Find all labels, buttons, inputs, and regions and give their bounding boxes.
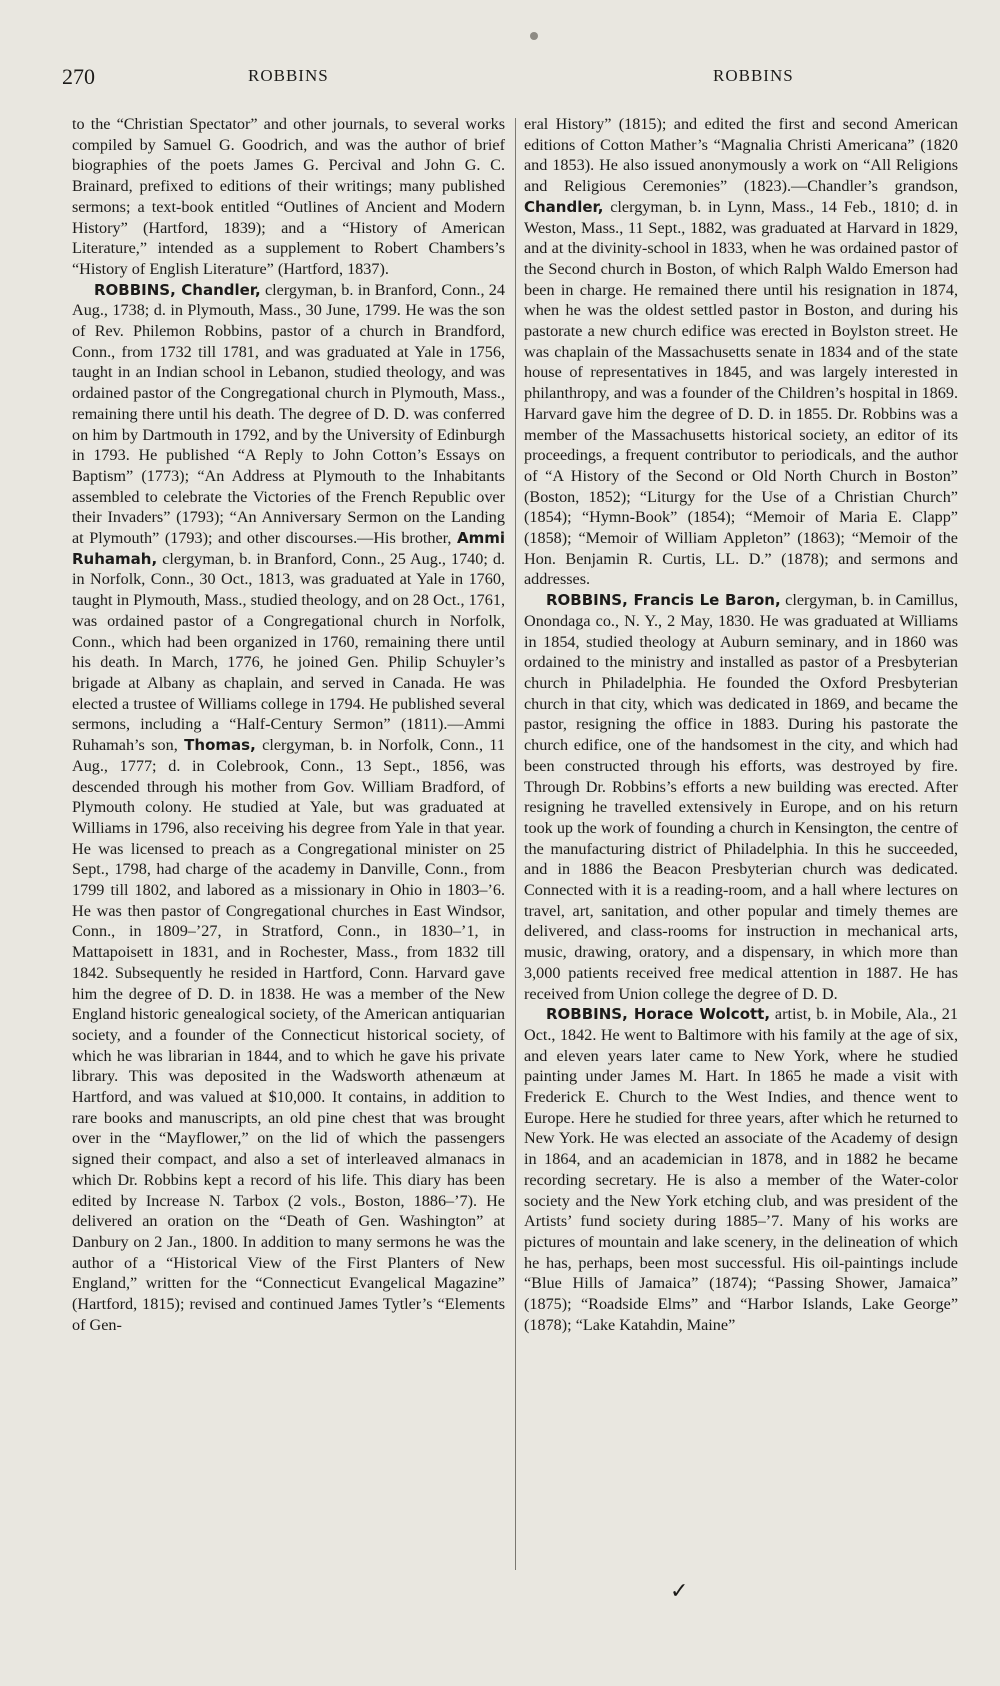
entry-subname: Thomas, [184,736,256,755]
entry-text: clergyman, b. in Branford, Conn., 25 Aug., 1740; d. in Norfolk, Conn., 30 Oct., 1813, was graduated at Yale in 1760, taught in Plymouth, Mass., studied theology, and on 28 Oct., 1761, was ordained pastor of a Congregational church in Norfolk, Conn., which had been organized in 1760, remaining there until his death. In March, 1776, he joined Gen. Philip Schuyler’s brigade at Albany as chaplain, and served in Canada. He was elected a trustee of Williams college in 1794. He published several sermons, including a “Half-Century Sermon” (1811).—Ammi Ruhamah’s son, [72,549,505,755]
entry-continuation: to the “Christian Spectator” and other journals, to several works compiled by Samuel G. Goodrich, and was the author of brief biographies of the poets James G. Percival and John G. C. Brainard, prefixed to editions of their writings; many published sermons; a text-book entitled “Outlines of Ancient and Modern History” (Hartford, 1839); and a “History of American Literature,” intended as a supplement to Robert Chambers’s “History of English Literature” (Hartford, 1837). [72,115,505,278]
running-head-left: ROBBINS [248,66,329,85]
entry-text: eral History” (1815); and edited the first and second American editions of Cotton Mather’s “Magnalia Christi Americana” (1820 and 1853). He also issued anonymously a work on “All Religions and Religious Ceremonies” (1823).—Chandler’s grandson, [524,115,958,196]
running-head-right: ROBBINS [713,66,794,85]
paper-speck [530,32,538,40]
page-header [60,64,940,94]
entry-text: clergyman, b. in Norfolk, Conn., 11 Aug., 1777; d. in Colebrook, Conn., 13 Sept., 1856, was descended through his mother from Gov. William Bradford, of Plymouth colony. He studied at Yale, but was graduated at Williams in 1796, also receiving his degree from Yale in that year. He was licensed to preach as a Congregational minister on 25 Sept., 1798, had charge of the academy in Danville, Conn., from 1799 till 1802, and labored as a missionary in Ohio in 1803–’6. He was then pastor of Congregational churches in East Windsor, Conn., in 1809–’27, in Stratford, Conn., in 1830–’1, in Mattapoisett in 1831, and in Rochester, Mass., from 1832 till 1842. Subsequently he resided in Hartford, Conn. Harvard gave him the degree of D. D. in 1838. He was a member of the New England historic genealogical society, of the American antiquarian society, and a founder of the Connecticut historical society, of which he was librarian in 1844, and to which he gave his private library. This was deposited in the Wadsworth athenæum at Hartford, and was valued at $10,000. It contains, in addition to rare books and manuscripts, an old pine chest that was brought over in the “Mayflower,” on the lid of which the passengers signed their compact, and also a set of interleaved almanacs in which Dr. Robbins kept a record of his life. This diary has been edited by Increase N. Tarbox (2 vols., Boston, 1886–’7). He delivered an oration on the “Death of Gen. Washington” at Danbury on 2 Jan., 1800. In addition to many sermons he was the author of a “Historical View of the First Planters of New England,” written for the “Connecticut Evangelical Magazine” (Hartford, 1815); revised and continued James Tytler’s “Elements of Gen- [72,736,506,1334]
entry-headword: ROBBINS, Chandler, [94,280,261,299]
entry-text: clergyman, b. in Camillus, Onondaga co., N. Y., 2 May, 1830. He was graduated at Williams in 1854, studied theology at Auburn seminary, and in 1860 was ordained to the ministry and installed as pastor of a Presbyterian church in Philadelphia. He founded the Oxford Presbyterian church in that city, which was dedicated in 1869, and became the pastor, resigning the office in 1883. During his pastorate the church edifice, one of the handsomest in the city, and which had been constructed through his efforts, was destroyed by fire. Through Dr. Robbins’s efforts a new building was erected. After resigning he travelled extensively in Europe, and on his return took up the work of founding a church in Kensington, the centre of the manufacturing district of Philadelphia. In this he succeeded, and in 1886 the Beacon Presbyterian church was dedicated. Connected with it is a reading-room, and a hall where lectures on travel, art, sanitation, and other popular and timely themes are delivered, and class-rooms for instruction in mechanical arts, music, drawing, oratory, and a dispensary, in which more than 3,000 patients received free medical attention in 1887. He has received from Union college the degree of D. D. [524,591,958,1003]
page-number: 270 [62,64,95,89]
entry-robbins-horace [524,1004,958,1335]
left-column [72,114,505,1335]
column-divider [515,118,516,1570]
entry-headword: ROBBINS, Francis Le Baron, [546,591,781,610]
entry-subname: Chandler, [524,197,604,216]
footer-check-mark: ✓ [670,1578,689,1603]
entry-continuation [524,114,958,590]
entry-robbins-francis [524,590,958,1004]
entry-text: clergyman, b. in Branford, Conn., 24 Aug., 1738; d. in Plymouth, Mass., 30 June, 1799. He was the son of Rev. Philemon Robbins, pastor of a church in Brandford, Conn., from 1732 till 1781, and was graduated at Yale in 1756, taught in an Indian school in Lebanon, studied theology, and was ordained pastor of the Congregational church in Plymouth, Mass., remaining there until his death. The degree of D. D. was conferred on him by Dartmouth in 1792, and by the University of Edinburgh in 1793. He published “A Reply to John Cotton’s Essays on Baptism” (1773); “An Address at Plymouth to the Inhabitants assembled to celebrate the Victories of the French Republic over their Invaders” (1793); “An Anniversary Sermon on the Landing at Plymouth” (1793); and other discourses.—His brother, [72,280,505,548]
entry-headword: ROBBINS, Horace Wolcott, [546,1005,771,1024]
entry-text: clergyman, b. in Lynn, Mass., 14 Feb., 1810; d. in Weston, Mass., 11 Sept., 1882, was graduated at Harvard in 1829, and at the divinity-school in 1833, when he was ordained pastor of the Second church in Boston, of which Ralph Waldo Emerson had been in charge. He remained there until his resignation in 1874, when he was the oldest settled pastor in Boston, and during his pastorate a new church edifice was erected in Boylston street. He was chaplain of the Massachusetts senate in 1834 and of the state house of representatives in 1845, and was largely interested in philanthropy, and was a founder of the Children’s hospital in 1869. Harvard gave him the degree of D. D. in 1855. Dr. Robbins was a member of the Massachusetts historical society, an editor of its proceedings, a frequent contributor to periodicals, and the author of “A History of the Second or Old North Church in Boston” (Boston, 1852); “Liturgy for the Use of a Christian Church” (1854); “Hymn-Book” (1854); “Memoir of Maria E. Clapp” (1858); “Memoir of William Appleton” (1863); “Memoir of the Hon. Benjamin R. Curtis, LL. D.” (1878); and sermons and addresses. [524,197,958,589]
entry-subname: Ammi Ruhamah, [72,529,505,568]
entry-robbins-chandler [72,280,505,1336]
right-column [524,114,958,1335]
entry-text: artist, b. in Mobile, Ala., 21 Oct., 1842. He went to Baltimore with his family at the age of six, and eleven years later came to New York, where he studied painting under James M. Hart. In 1865 he made a visit with Frederick E. Church to the West Indies, and thence went to Europe. Here he studied for three years, after which he returned to New York. He was elected an associate of the Academy of design in 1864, and an academician in 1878, and in 1882 he became recording secretary. He is also a member of the Water-color society and the New York etching club, and was president of the Artists’ fund society during 1885–’7. Many of his works are pictures of mountain and lake scenery, in the delineation of which he has, perhaps, been most successful. His oil-paintings include “Blue Hills of Jamaica” (1874); “Passing Shower, Jamaica” (1875); “Roadside Elms” and “Harbor Islands, Lake George” (1878); “Lake Katahdin, Maine” [524,1005,958,1334]
